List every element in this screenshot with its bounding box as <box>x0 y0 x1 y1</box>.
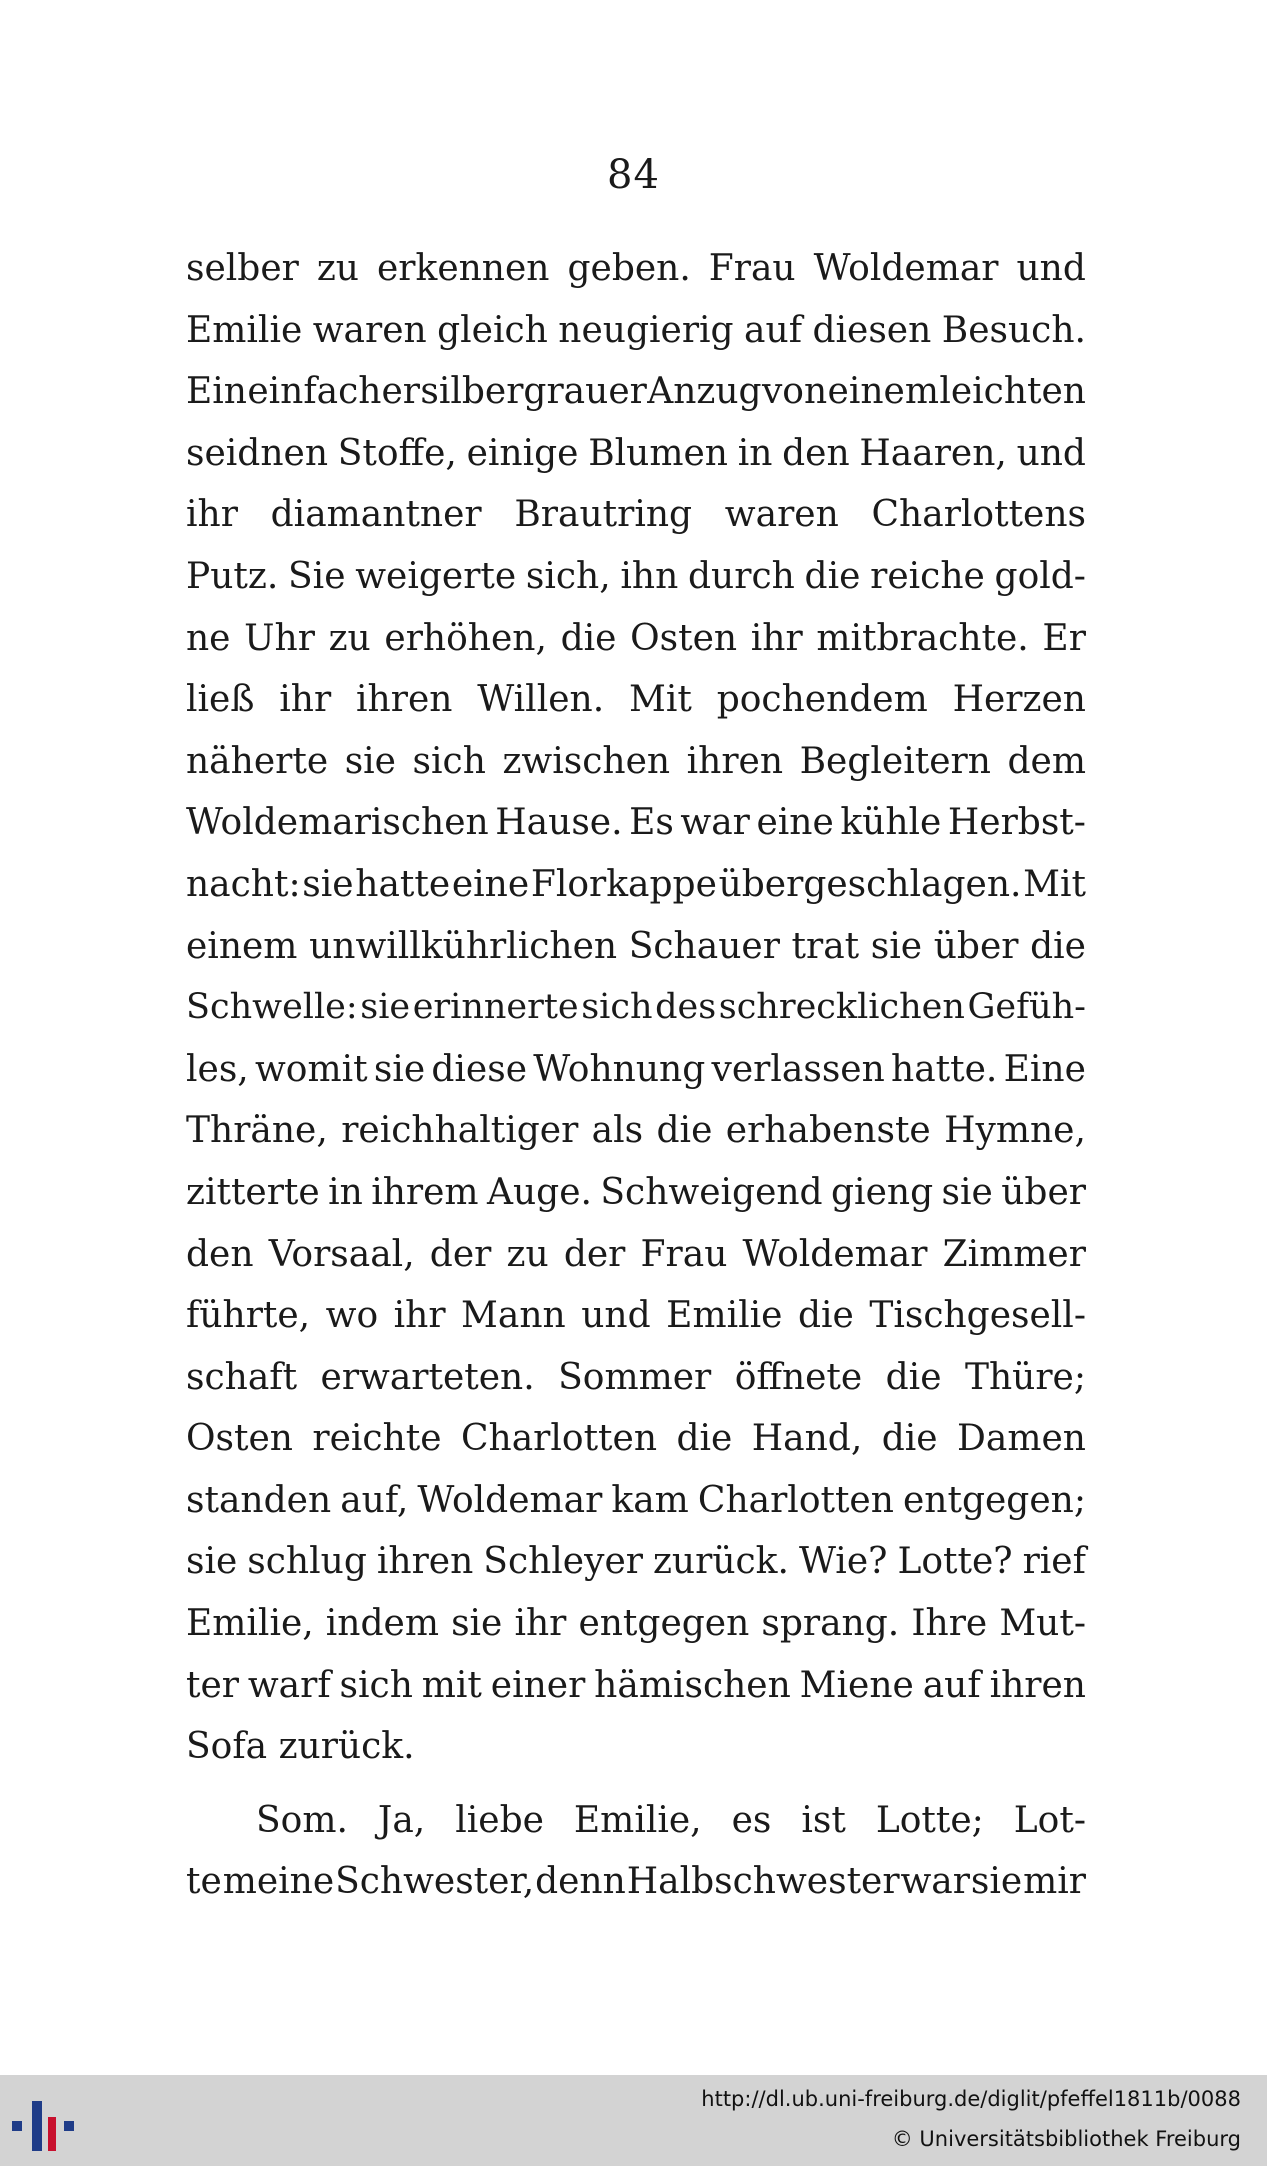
paragraph-1 <box>186 238 1086 1778</box>
text-line: zitterte in ihrem Auge. Schweigend gieng sie über <box>186 1171 1086 1213</box>
body-text <box>186 238 1086 1913</box>
text-line: ter warf sich mit einer hämischen Miene auf ihren <box>186 1664 1086 1706</box>
text-line: seidnen Stoffe, einige Blumen in den Haaren, und <box>186 432 1086 474</box>
text-line: ließ ihr ihren Willen. Mit pochendem Herzen <box>186 679 1086 721</box>
text-line: sie schlug ihren Schleyer zurück. Wie? Lotte? rief <box>186 1541 1086 1583</box>
text-line: Woldemarischen Hause. Es war eine kühle Herbst- <box>186 802 1086 844</box>
text-line: nacht: sie hatte eine Florkappe übergeschlagen. Mit <box>186 863 1086 905</box>
text-line: les, womit sie diese Wohnung verlassen hatte. Eine <box>186 1048 1086 1090</box>
text-line: einem unwillkührlichen Schauer trat sie über die <box>186 925 1086 967</box>
library-logo-icon <box>8 2095 78 2157</box>
text-line: den Vorsaal, der zu der Frau Woldemar Zimmer <box>186 1233 1086 1275</box>
footer-bar <box>0 2075 1267 2166</box>
text-line: ihr diamantner Brautring waren Charlottens <box>186 494 1086 536</box>
footer-url-link[interactable]: http://dl.ub.uni-freiburg.de/diglit/pfeffel1811b/0088 <box>701 2087 1241 2111</box>
text-line: Thräne, reichhaltiger als die erhabenste Hymne, <box>186 1110 1086 1152</box>
text-line: te meine Schwester, denn Halbschwester war sie mir <box>186 1861 1086 1903</box>
text-line: Emilie, indem sie ihr entgegen sprang. Ihre Mut- <box>186 1603 1086 1645</box>
text-line: standen auf, Woldemar kam Charlotten entgegen; <box>186 1479 1086 1521</box>
paragraph-2 <box>186 1790 1086 1913</box>
text-line: Ein einfacher silbergrauer Anzug von einem leichten <box>186 371 1086 413</box>
text-line: schaft erwarteten. Sommer öffnete die Thüre; <box>186 1356 1086 1398</box>
text-line: führte, wo ihr Mann und Emilie die Tischgesell- <box>186 1295 1086 1337</box>
text-line: Emilie waren gleich neugierig auf diesen Besuch. <box>186 309 1086 351</box>
text-line: Putz. Sie weigerte sich, ihn durch die reiche gold- <box>186 555 1086 597</box>
text-line: Som. Ja, liebe Emilie, es ist Lotte; Lot- <box>256 1799 1086 1841</box>
text-line: Schwelle: sie erinnerte sich des schrecklichen Gefüh- <box>186 987 1086 1028</box>
text-line: Sofa zurück. <box>186 1726 415 1768</box>
text-line: näherte sie sich zwischen ihren Begleitern dem <box>186 740 1086 782</box>
text-line: ne Uhr zu erhöhen, die Osten ihr mitbrachte. Er <box>186 617 1086 659</box>
page-number: 84 <box>607 152 660 198</box>
text-line: Osten reichte Charlotten die Hand, die Damen <box>186 1418 1086 1460</box>
text-line: selber zu erkennen geben. Frau Woldemar und <box>186 248 1086 289</box>
footer-copyright: © Universitätsbibliothek Freiburg <box>891 2127 1241 2151</box>
